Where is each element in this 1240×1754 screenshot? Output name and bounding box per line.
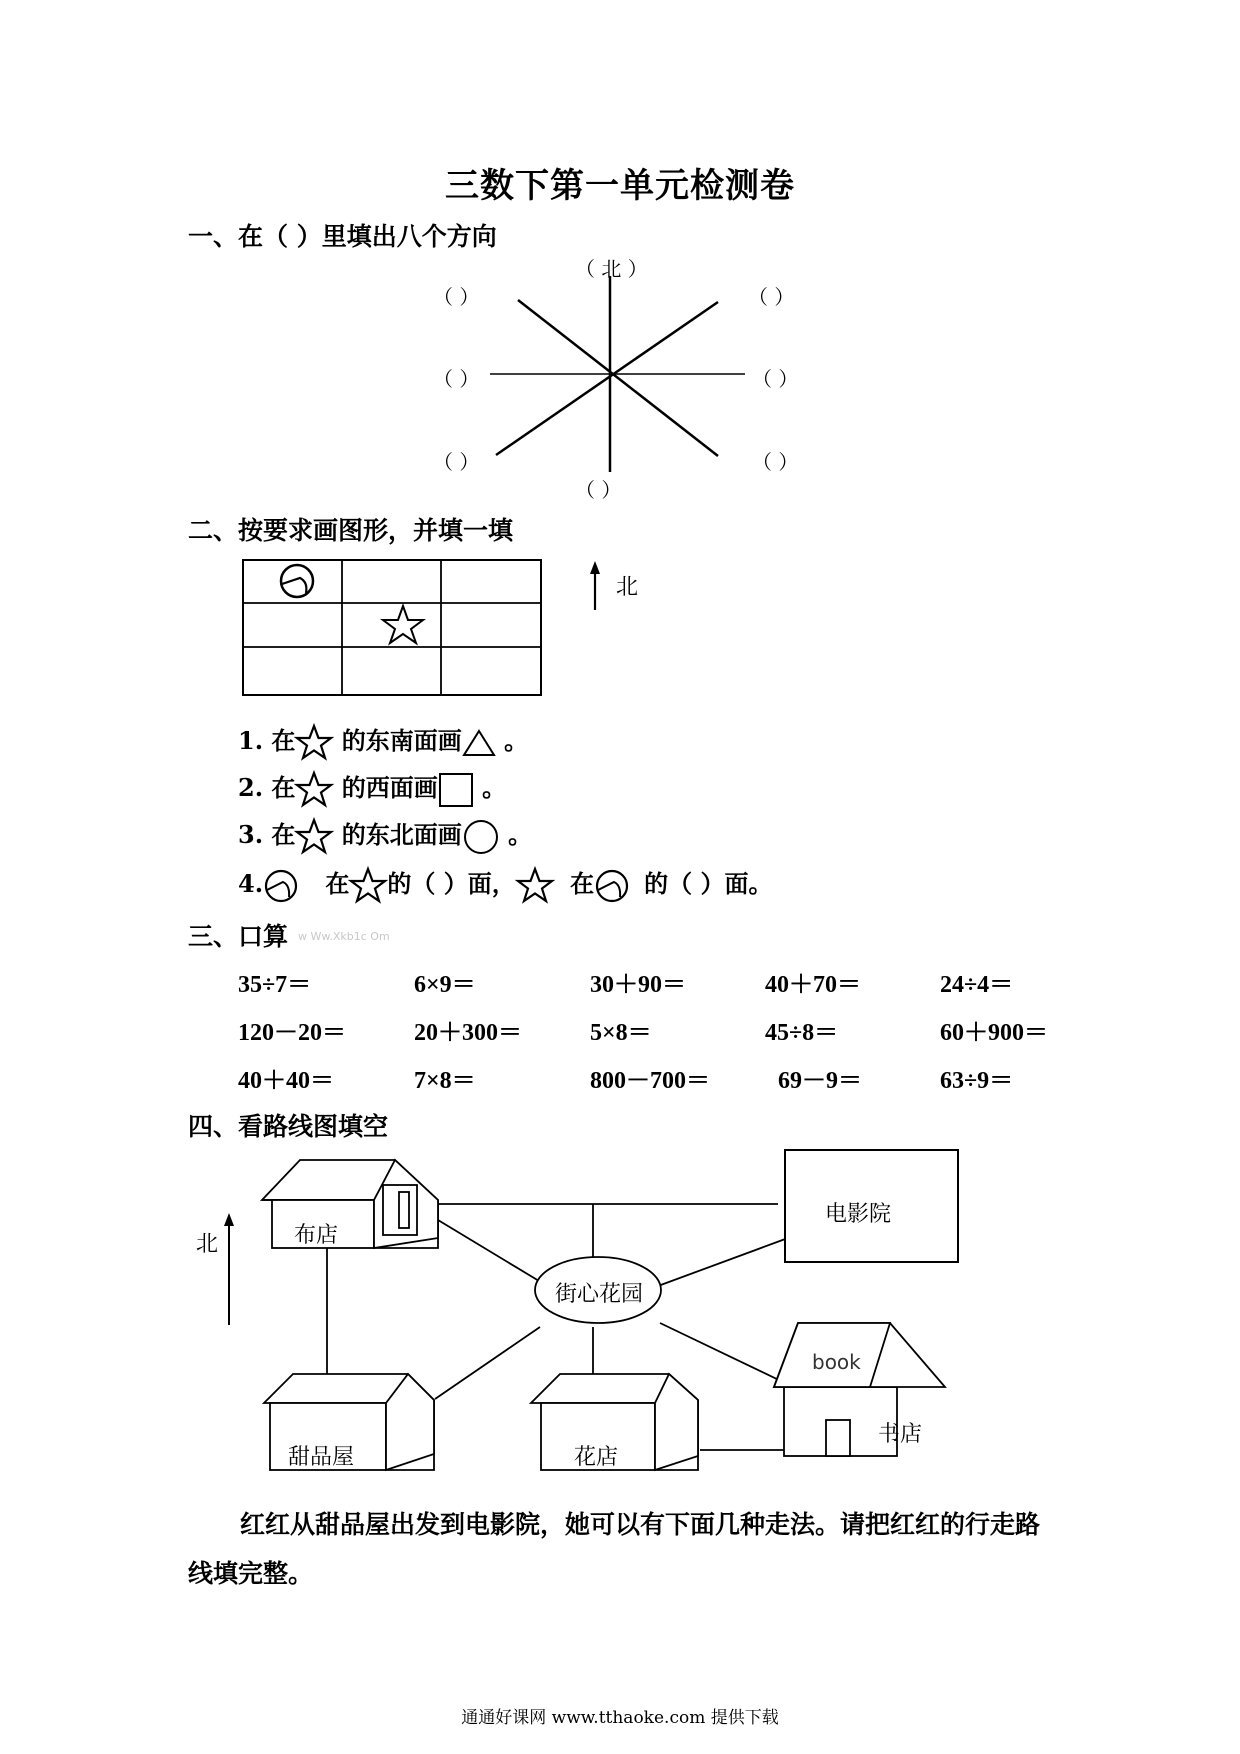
cloth-shop-building <box>262 1160 438 1248</box>
question-paragraph-line-1: 红红从甜品屋出发到电影院，她可以有下面几种走法。请把红红的行走路 <box>240 1510 1041 1539</box>
calc-item: 60＋900＝ <box>940 1020 1048 1046</box>
page-title: 三数下第一单元检测卷 <box>445 166 795 206</box>
compass-blank-se[interactable]: （ ） <box>752 450 799 474</box>
question-2-number: 2. <box>238 773 264 802</box>
road <box>658 1238 788 1286</box>
map-north-label: 北 <box>196 1232 219 1257</box>
compass-blank-nw[interactable]: （ ） <box>433 285 480 309</box>
calc-item: 63÷9＝ <box>940 1068 1014 1094</box>
calc-item: 6×9＝ <box>414 972 476 998</box>
question-3-number: 3. <box>238 820 264 849</box>
question-1-number: 1. <box>238 726 264 755</box>
question-4-number: 4. <box>238 869 264 898</box>
place-garden: 街心花园 <box>555 1282 644 1307</box>
question-1-text: 的东南面画 <box>341 726 462 755</box>
question-1-pre: 在 <box>271 726 296 755</box>
question-4-blank-2[interactable]: 的（ ）面。 <box>644 869 773 898</box>
question-paragraph-line-2: 线填完整。 <box>188 1559 314 1588</box>
compass-blank-s[interactable]: （ ） <box>575 478 622 502</box>
question-1-end: 。 <box>504 726 529 755</box>
question-3-pre: 在 <box>271 820 296 849</box>
compass-blank-ne[interactable]: （ ） <box>748 285 795 309</box>
calc-item: 69－9＝ <box>778 1068 862 1094</box>
place-cinema: 电影院 <box>825 1202 892 1227</box>
footer: 通通好课网 www.tthaoke.com 提供下载 <box>461 1708 779 1728</box>
calc-item: 800－700＝ <box>590 1068 710 1094</box>
road <box>435 1327 540 1399</box>
section-1-heading: 一、在（ ）里填出八个方向 <box>188 222 497 251</box>
compass-blank-w[interactable]: （ ） <box>433 367 480 391</box>
grid-north-label: 北 <box>616 575 639 600</box>
question-2-end: 。 <box>482 773 507 802</box>
section-4-heading: 四、看路线图填空 <box>188 1112 389 1141</box>
calc-item: 40＋40＝ <box>238 1068 334 1094</box>
place-cloth-shop: 布店 <box>294 1223 339 1248</box>
compass-blank-sw[interactable]: （ ） <box>433 450 480 474</box>
road <box>660 1323 783 1382</box>
calc-item: 40＋70＝ <box>765 972 861 998</box>
calc-item: 120－20＝ <box>238 1020 346 1046</box>
calc-item: 45÷8＝ <box>765 1020 839 1046</box>
watermark: w Ww.Xkb1c Om <box>298 930 390 943</box>
question-4-pre-2: 在 <box>570 869 595 898</box>
question-4-blank-1[interactable]: 的（ ）面， <box>387 869 516 898</box>
section-3-heading: 三、口算 <box>188 922 289 951</box>
question-3-end: 。 <box>508 820 533 849</box>
road <box>438 1220 544 1284</box>
calc-item: 24÷4＝ <box>940 972 1014 998</box>
calc-item: 5×8＝ <box>590 1020 652 1046</box>
question-4-pre: 在 <box>325 869 350 898</box>
place-sweet-shop: 甜品屋 <box>288 1445 355 1470</box>
place-book-sign: book <box>812 1350 861 1374</box>
compass-blank-e[interactable]: （ ） <box>752 367 799 391</box>
map-north-arrow-icon <box>224 1213 234 1325</box>
question-3-text: 的东北面画 <box>341 820 462 849</box>
section-2-heading: 二、按要求画图形，并填一填 <box>188 516 514 545</box>
question-2-text: 的西面画 <box>341 773 438 802</box>
place-bookstore: 书店 <box>878 1422 923 1447</box>
compass-north-label: （ 北 ） <box>575 257 648 281</box>
calc-item: 35÷7＝ <box>238 972 312 998</box>
calc-item: 20＋300＝ <box>414 1020 522 1046</box>
question-2-pre: 在 <box>271 773 296 802</box>
place-flower-shop: 花店 <box>574 1445 619 1470</box>
calc-item: 7×8＝ <box>414 1068 476 1094</box>
calc-item: 30＋90＝ <box>590 972 686 998</box>
